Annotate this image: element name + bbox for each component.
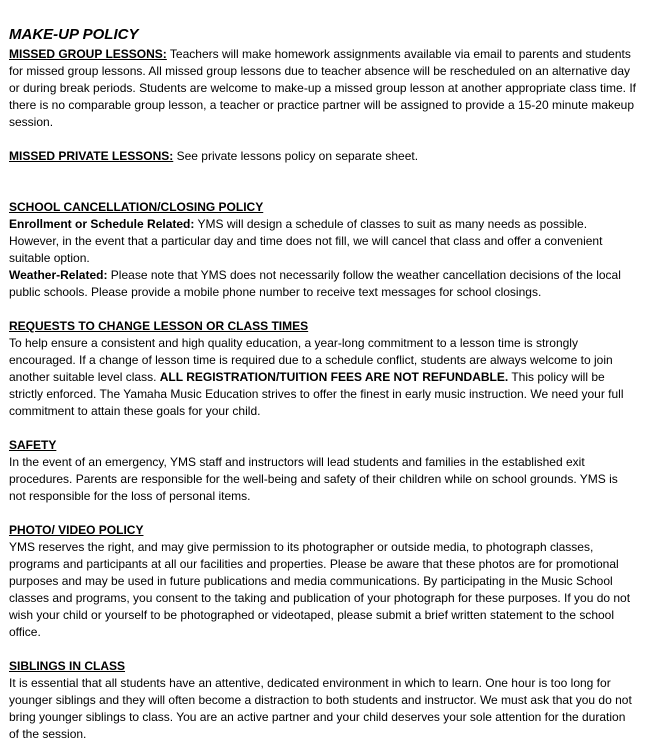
spacer bbox=[9, 301, 637, 318]
safety-paragraph bbox=[9, 454, 637, 505]
photo-video-text: YMS reserves the right, and may give permission to its photographer or outside media, to photograph classes, programs and participants at all our facilities and properties. Please be aware that these photos are for promotional purposes and may be used in future publications and media communications. By participating in the Music School classes and programs, you consent to the taking and publication of your photograph for these purposes. If you do not wish your child or yourself to be photographed or videotaped, please submit a brief written statement to the school office. bbox=[9, 540, 631, 639]
page-title: MAKE-UP POLICY bbox=[9, 26, 139, 43]
spacer bbox=[9, 131, 637, 148]
photo-video-paragraph bbox=[9, 539, 637, 641]
weather-label: Weather-Related: bbox=[9, 268, 108, 282]
requests-text-after: This policy will be strictly enforced. The Yamaha Music Education strives to offer the finest in early music instruction. We need your full commitment to attain these goals for your child. bbox=[9, 370, 624, 418]
school-cancellation-heading: SCHOOL CANCELLATION/CLOSING POLICY bbox=[9, 200, 264, 214]
spacer bbox=[9, 641, 637, 658]
spacer bbox=[9, 505, 637, 522]
enrollment-text: YMS will design a schedule of classes to suit as many needs as possible. However, in the event that a particular day and time does not fill, we will cancel that class and offer a convenient suitable option. bbox=[9, 217, 603, 265]
missed-private-lessons-paragraph bbox=[9, 148, 637, 165]
safety-text: In the event of an emergency, YMS staff and instructors will lead students and families in the established exit procedures. Parents are responsible for the well-being and safety of their children while on school grounds. YMS is not responsible for the loss of personal items. bbox=[9, 455, 618, 503]
missed-private-lessons-text: See private lessons policy on separate sheet. bbox=[173, 149, 419, 163]
spacer bbox=[9, 420, 637, 437]
school-cancellation-heading-line bbox=[9, 199, 637, 216]
weather-paragraph bbox=[9, 267, 637, 301]
missed-private-lessons-heading: MISSED PRIVATE LESSONS: bbox=[9, 149, 174, 163]
siblings-heading-line bbox=[9, 658, 637, 675]
missed-group-lessons-text: Teachers will make homework assignments available via email to parents and students for missed group lessons. All missed group lessons due to teacher absence will be rescheduled on an alternative day or during break periods. Students are welcome to make-up a missed group lesson at another appropriate class time. If there is no comparable group lesson, a teacher or practice partner will be assigned to provide a 15-20 minute makeup session. bbox=[9, 47, 636, 129]
fees-not-refundable-notice: ALL REGISTRATION/TUITION FEES ARE NOT REFUNDABLE. bbox=[159, 370, 509, 384]
requests-heading: REQUESTS TO CHANGE LESSON OR CLASS TIMES bbox=[9, 319, 309, 333]
missed-group-lessons-heading: MISSED GROUP LESSONS: bbox=[9, 47, 167, 61]
safety-heading-line bbox=[9, 437, 637, 454]
spacer bbox=[9, 165, 637, 199]
siblings-heading: SIBLINGS IN CLASS bbox=[9, 659, 126, 673]
siblings-paragraph bbox=[9, 675, 637, 743]
weather-text: Please note that YMS does not necessarily follow the weather cancellation decisions of the local public schools. Please provide a mobile phone number to receive text messages for school closings. bbox=[9, 268, 621, 299]
enrollment-paragraph bbox=[9, 216, 637, 267]
photo-video-heading-line bbox=[9, 522, 637, 539]
policy-document bbox=[9, 26, 637, 743]
requests-paragraph bbox=[9, 335, 637, 420]
siblings-text: It is essential that all students have an attentive, dedicated environment in which to learn. One hour is too long for younger siblings and they will often become a distraction to both students and instructor. We must ask that you do not bring younger siblings to class. You are an active partner and your child deserves your sole attention for the duration of the session. bbox=[9, 676, 632, 741]
enrollment-label: Enrollment or Schedule Related: bbox=[9, 217, 195, 231]
requests-heading-line bbox=[9, 318, 637, 335]
photo-video-heading: PHOTO/ VIDEO POLICY bbox=[9, 523, 144, 537]
safety-heading: SAFETY bbox=[9, 438, 57, 452]
missed-group-lessons-paragraph bbox=[9, 46, 637, 131]
requests-text-before: To help ensure a consistent and high quality education, a year-long commitment to a lesson time is strongly encouraged. If a change of lesson time is required due to a schedule conflict, students are always welcome to join another suitable level class. bbox=[9, 336, 613, 384]
